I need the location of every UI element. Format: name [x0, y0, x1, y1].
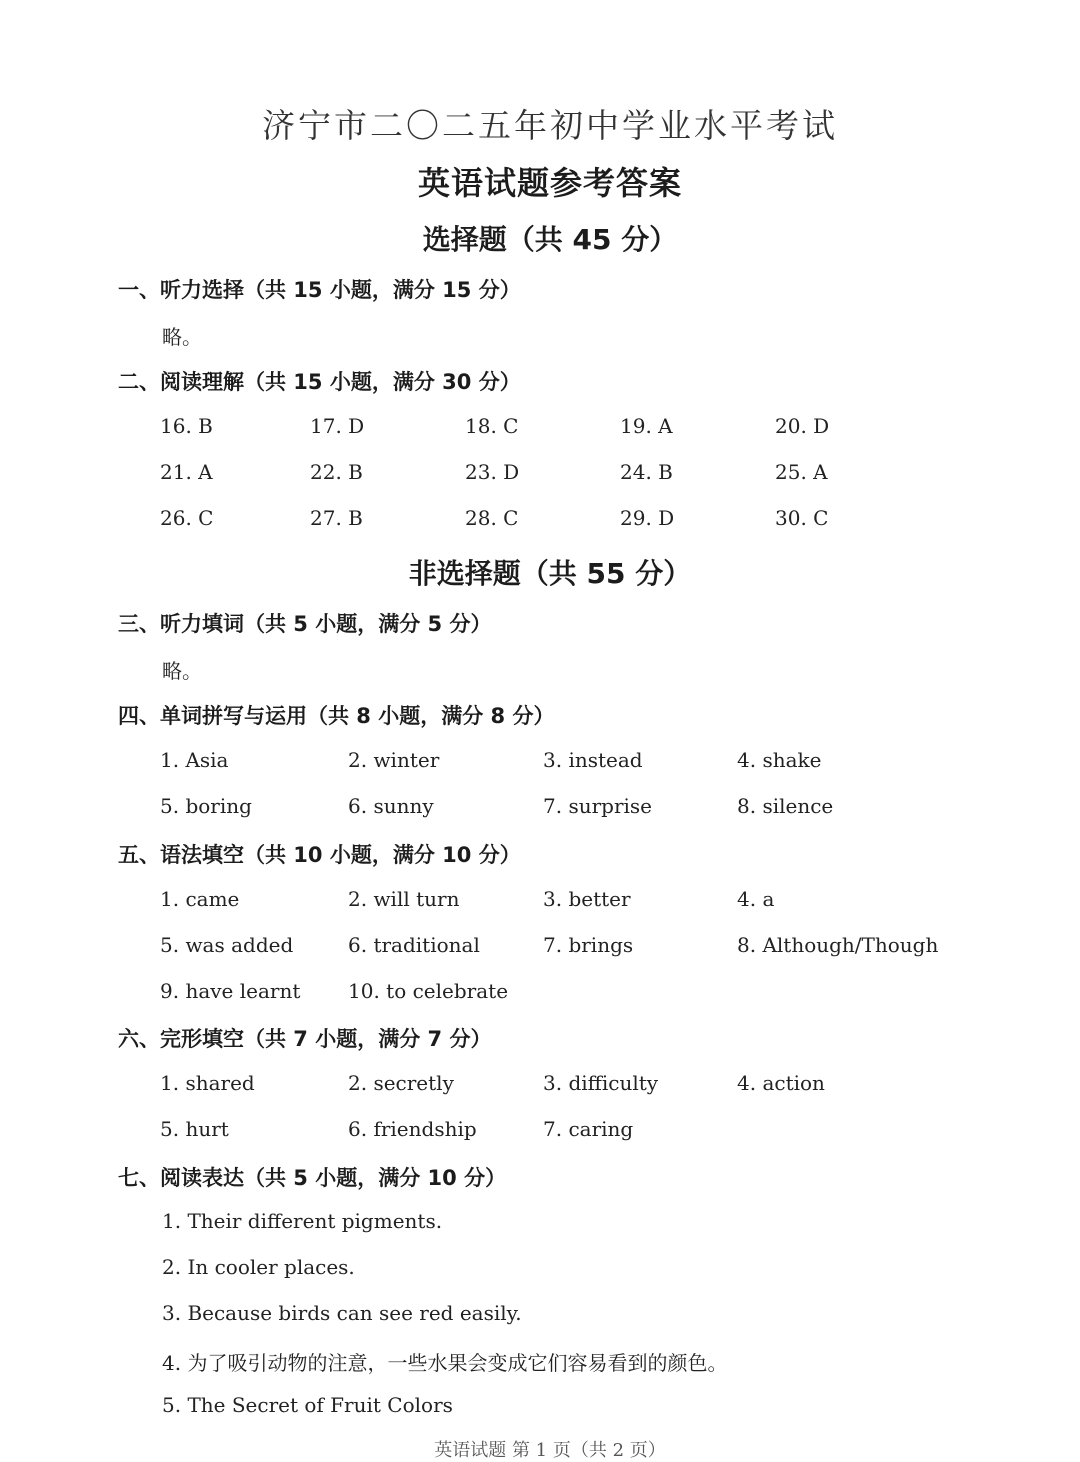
answer-item: 10. to celebrate	[348, 979, 509, 1003]
answer-line: 1. Their different pigments.	[162, 1209, 443, 1233]
answer-item: 8. silence	[737, 794, 834, 818]
answer-item: 1. shared	[160, 1071, 255, 1095]
answer-item: 7. brings	[543, 933, 634, 957]
answer-item: 8. Although/Though	[737, 933, 939, 957]
answer-item: 26. C	[160, 506, 214, 530]
section-heading-spelling: 四、单词拼写与运用（共 8 小题，满分 8 分）	[118, 704, 555, 728]
answer-item: 20. D	[775, 414, 830, 438]
answer-item: 2. will turn	[348, 887, 460, 911]
exam-title: 济宁市二〇二五年初中学业水平考试	[262, 106, 838, 145]
answer-item: 28. C	[465, 506, 519, 530]
answer-item: 7. surprise	[543, 794, 653, 818]
answer-item: 1. Asia	[160, 748, 229, 772]
answer-item: 16. B	[160, 414, 213, 438]
answer-item: 2. winter	[348, 748, 440, 772]
answer-line: 4. 为了吸引动物的注意，一些水果会变成它们容易看到的颜色。	[162, 1351, 728, 1375]
answer-item: 1. came	[160, 887, 240, 911]
section-heading-reading-expression: 七、阅读表达（共 5 小题，满分 10 分）	[118, 1166, 507, 1190]
answer-item: 6. traditional	[348, 933, 480, 957]
answer-item: 5. boring	[160, 794, 252, 818]
omitted-note: 略。	[162, 659, 202, 683]
answer-line: 2. In cooler places.	[162, 1255, 355, 1279]
answer-item: 3. instead	[543, 748, 643, 772]
answer-item: 6. friendship	[348, 1117, 477, 1141]
part-heading-choice: 选择题（共 45 分）	[422, 223, 678, 256]
answer-item: 4. action	[737, 1071, 825, 1095]
answer-item: 4. shake	[737, 748, 822, 772]
answer-item: 29. D	[620, 506, 675, 530]
answer-line: 3. Because birds can see red easily.	[162, 1301, 522, 1325]
section-heading-listening-fill: 三、听力填词（共 5 小题，满分 5 分）	[118, 612, 492, 636]
answer-item: 24. B	[620, 460, 673, 484]
omitted-note: 略。	[162, 325, 202, 349]
answer-line: 5. The Secret of Fruit Colors	[162, 1393, 453, 1417]
answer-item: 30. C	[775, 506, 829, 530]
answer-item: 5. was added	[160, 933, 294, 957]
answer-item: 25. A	[775, 460, 828, 484]
exam-subtitle: 英语试题参考答案	[417, 164, 682, 202]
answer-item: 7. caring	[543, 1117, 634, 1141]
answer-item: 21. A	[160, 460, 213, 484]
answer-item: 27. B	[310, 506, 363, 530]
answer-item: 9. have learnt	[160, 979, 301, 1003]
answer-item: 18. C	[465, 414, 519, 438]
answer-item: 17. D	[310, 414, 365, 438]
answer-item: 4. a	[737, 887, 775, 911]
page-footer: 英语试题 第 1 页（共 2 页）	[434, 1440, 666, 1461]
answer-item: 5. hurt	[160, 1117, 229, 1141]
answer-item: 6. sunny	[348, 794, 434, 818]
section-heading-grammar: 五、语法填空（共 10 小题，满分 10 分）	[118, 843, 521, 867]
section-heading-reading: 二、阅读理解（共 15 小题，满分 30 分）	[118, 370, 521, 394]
answer-item: 23. D	[465, 460, 520, 484]
answer-item: 3. better	[543, 887, 631, 911]
answer-item: 2. secretly	[348, 1071, 454, 1095]
answer-item: 22. B	[310, 460, 363, 484]
part-heading-non-choice: 非选择题（共 55 分）	[408, 557, 692, 590]
section-heading-listening-choice: 一、听力选择（共 15 小题，满分 15 分）	[118, 278, 521, 302]
answer-item: 3. difficulty	[543, 1071, 659, 1095]
section-heading-cloze: 六、完形填空（共 7 小题，满分 7 分）	[118, 1027, 492, 1051]
answer-item: 19. A	[620, 414, 673, 438]
